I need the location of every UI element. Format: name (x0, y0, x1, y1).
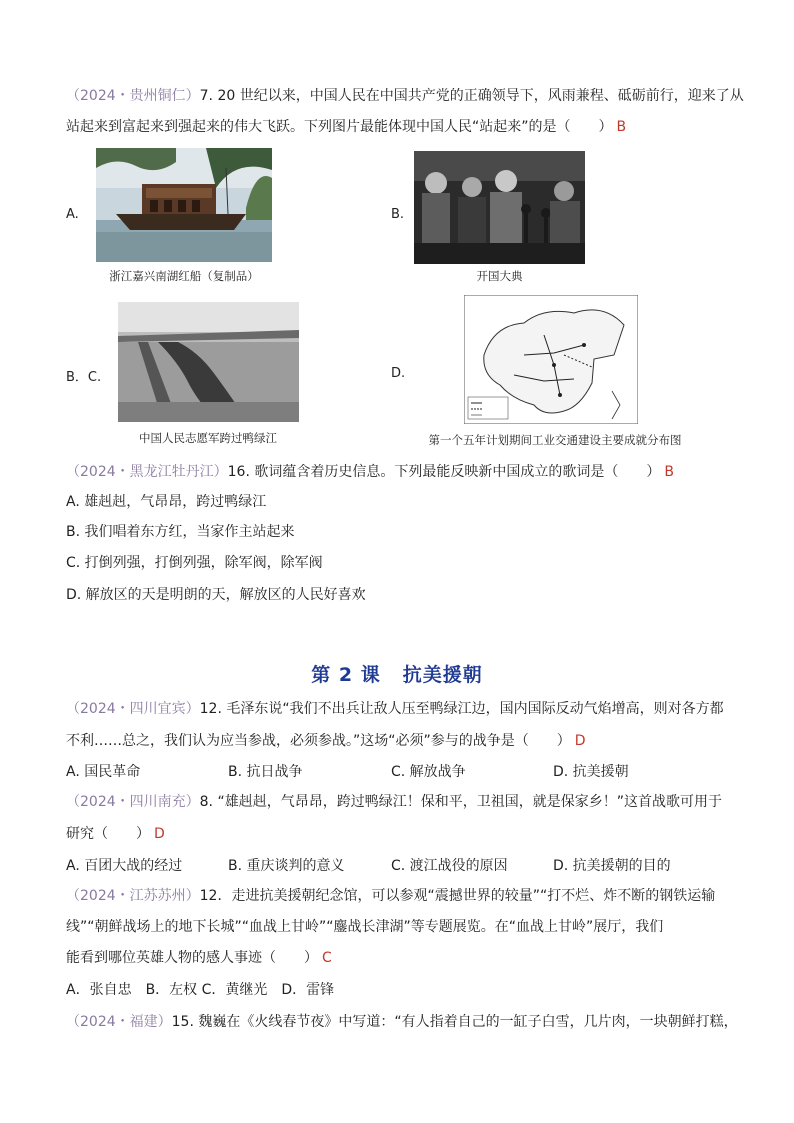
q16-option-a: A. 雄赳赳，气昂昂，跨过鸭绿江 (66, 494, 267, 510)
q12b-line2: 线”“朝鲜战场上的地下长城”“血战上甘岭”“鏖战长津湖”等专题展览。在“血战上甘岭”展厅，我们 (66, 919, 664, 935)
first-five-year-plan-map (464, 295, 638, 424)
q7-line2: 站起来到富起来到强起来的伟大飞跃。下列图片最能体现中国人民“站起来”的是（ ） B (66, 119, 627, 135)
q12b-options: A．张自忠 B．左权 C．黄继光 D．雷锋 (66, 982, 335, 998)
q8-source: （2024・四川南充） (66, 794, 200, 810)
q7-option-d-label: D. (391, 366, 406, 381)
q7-answer: B (616, 119, 627, 135)
q7-option-c-label: B．C. (66, 370, 102, 385)
founding-ceremony-image (414, 151, 585, 264)
q12a-source: （2024・四川宜宾） (66, 701, 200, 717)
q16-option-b: B. 我们唱着东方红，当家作主站起来 (66, 524, 295, 540)
q7-option-c-caption: 中国人民志愿军跨过鸭绿江 (139, 431, 277, 445)
q15-line: （2024・福建）15. 魏巍在《火线春节夜》中写道：“有人指着自己的一缸子白雪，几片肉，一块朝鲜打糕， (66, 1014, 738, 1030)
q16-answer: B (664, 464, 674, 480)
q16-source: （2024・黑龙江牡丹江） (66, 464, 228, 480)
q12a-line1: （2024・四川宜宾）12. 毛泽东说“我们不出兵让敌人压至鸭绿江边，国内国际反动气焰增高，则对各方都 (66, 701, 724, 717)
q8-answer: D (154, 826, 165, 842)
q12b-line1: （2024・江苏苏州）12．走进抗美援朝纪念馆，可以参观“震撼世界的较量”“打不烂、炸不断的钢铁运输 (66, 888, 716, 904)
q8-line2: 研究（ ） D (66, 826, 165, 842)
q12b-answer: C (322, 950, 332, 966)
q7-option-d-caption: 第一个五年计划期间工业交通建设主要成就分布图 (428, 433, 682, 447)
q12a-line2: 不利……总之，我们认为应当参战，必须参战。”这场“必须”参与的战争是（ ） D (66, 733, 586, 749)
q15-source: （2024・福建） (66, 1014, 172, 1030)
q16-option-d: D. 解放区的天是明朗的天，解放区的人民好喜欢 (66, 587, 366, 603)
q7-source: （2024・贵州铜仁） (66, 88, 200, 104)
q7-option-b-caption: 开国大典 (476, 269, 523, 283)
q12b-source: （2024・江苏苏州） (66, 888, 200, 904)
q12a-answer: D (574, 733, 586, 749)
q7-option-b-label: B. (391, 207, 405, 222)
q8-line1: （2024・四川南充）8. “雄赳赳，气昂昂，跨过鸭绿江！保和平，卫祖国，就是保家乡！”这首战歌可用于 (66, 794, 722, 810)
q7-option-a-label: A. (66, 207, 79, 222)
q16-option-c: C. 打倒列强，打倒列强，除军阀，除军阀 (66, 555, 323, 571)
lesson-title: 第 2 课 抗美援朝 (311, 664, 483, 686)
red-boat-image (96, 148, 272, 262)
q12a-options: A. 国民革命 B. 抗日战争 C. 解放战争 D. 抗美援朝 (66, 764, 629, 780)
q12b-line3: 能看到哪位英雄人物的感人事迹（ ） C (66, 950, 332, 966)
q8-options: A. 百团大战的经过 B. 重庆谈判的意义 C. 渡江战役的原因 D. 抗美援朝的目的 (66, 858, 671, 874)
q7-option-a-caption: 浙江嘉兴南湖红船（复制品） (109, 269, 259, 283)
yalu-crossing-image (118, 302, 299, 422)
q7-line1: （2024・贵州铜仁）7. 20 世纪以来，中国人民在中国共产党的正确领导下，风雨兼程、砥砺前行，迎来了从 (66, 88, 744, 104)
q16-line: （2024・黑龙江牡丹江）16. 歌词蕴含着历史信息。下列最能反映新中国成立的歌词是（ ） B (66, 464, 674, 480)
